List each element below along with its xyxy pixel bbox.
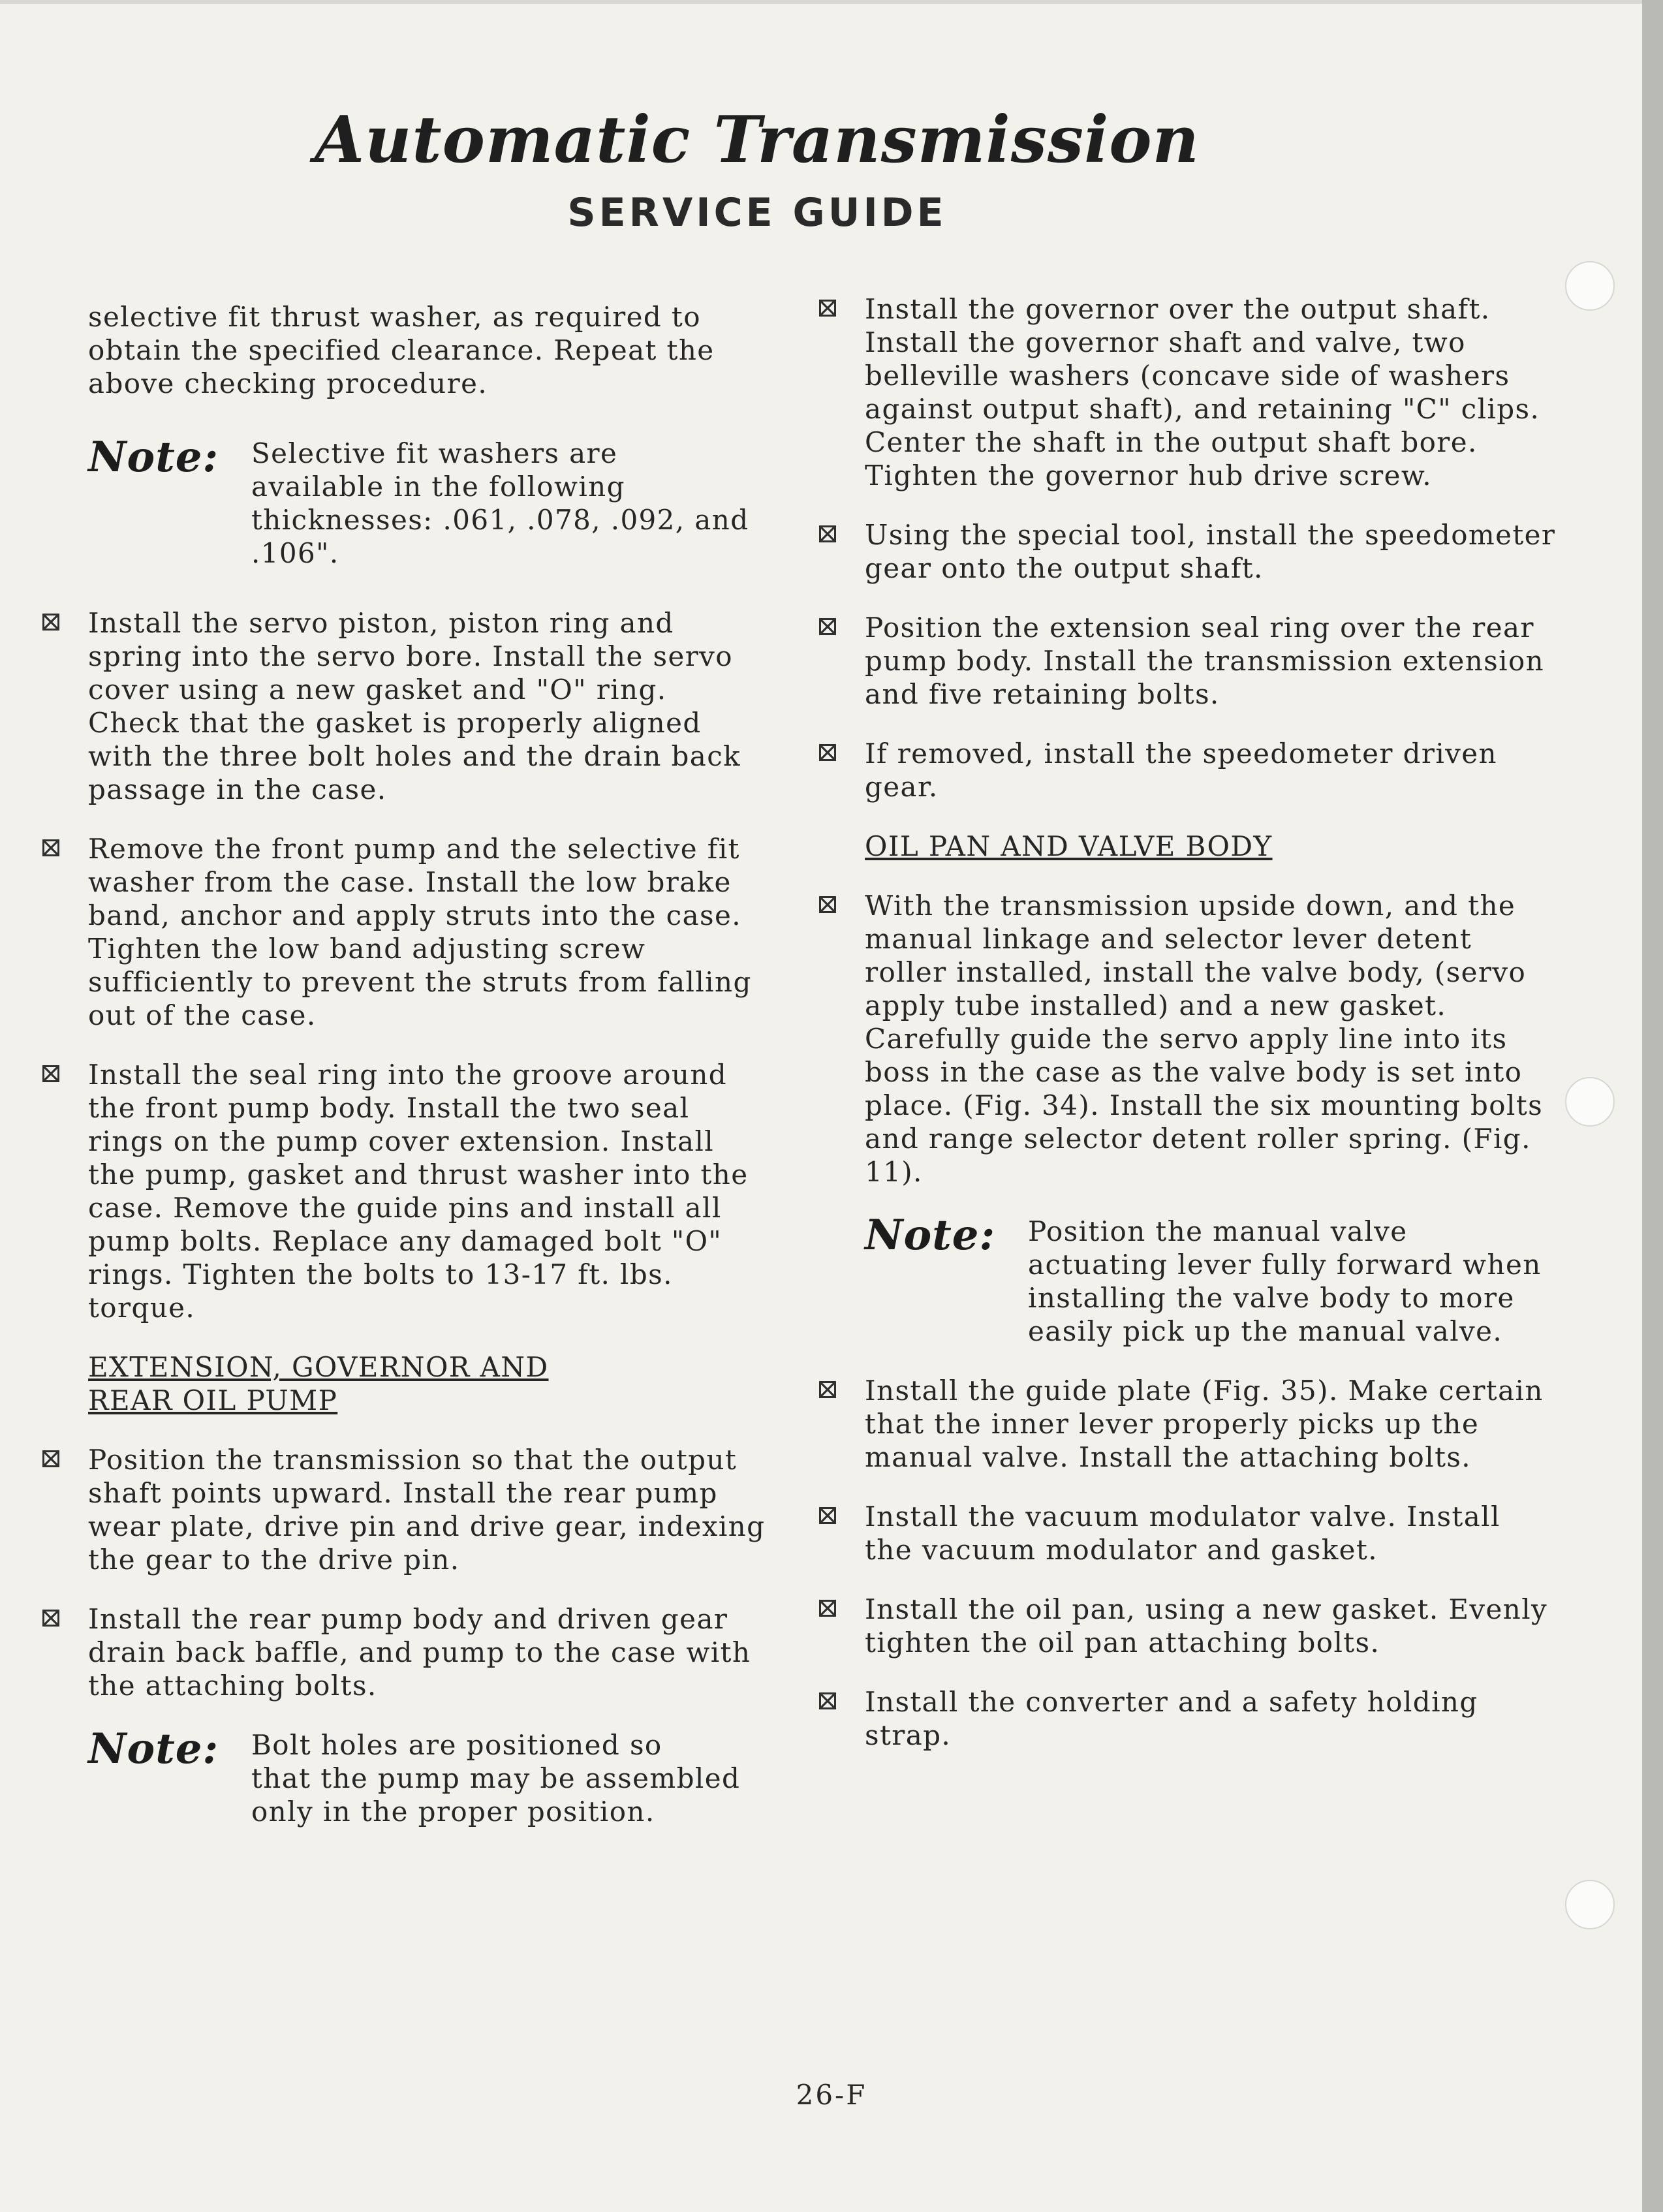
- checkbox-bullet-icon: [819, 1507, 836, 1524]
- sub-title: SERVICE GUIDE: [567, 190, 947, 236]
- list-item: [819, 1685, 1557, 1752]
- right-column: [819, 292, 1557, 1752]
- checkbox-bullet-icon: [42, 839, 59, 856]
- list-item: [819, 1374, 1557, 1474]
- checkbox-bullet-icon: [819, 525, 836, 542]
- note-label: Note:: [88, 433, 219, 482]
- page-top-edge: [0, 0, 1663, 4]
- item-text: Install the governor over the output shaft. Install the governor shaft and valve, two belleville washers (concave side of washers against output shaft), and retaining "C" clips. Center the shaft in the output shaft bore. Tighten the governor hub drive screw.: [865, 293, 1540, 491]
- list-item: [819, 1593, 1557, 1659]
- checkbox-bullet-icon: [42, 614, 59, 631]
- checkbox-bullet-icon: [42, 1450, 59, 1467]
- item-text: Position the transmission so that the output shaft points upward. Install the rear pump wear plate, drive pin and drive gear, indexing the gear to the drive pin.: [88, 1444, 766, 1576]
- note-first-line: Bolt holes are positioned so: [251, 1729, 662, 1761]
- list-item: [819, 292, 1557, 492]
- page-right-edge: [1642, 0, 1663, 2212]
- item-text: Using the special tool, install the speedometer gear onto the output shaft.: [865, 519, 1556, 584]
- checkbox-bullet-icon: [819, 744, 836, 761]
- list-item: [42, 1602, 767, 1702]
- list-item: [42, 1058, 767, 1324]
- checkbox-bullet-icon: [42, 1065, 59, 1082]
- item-text: Install the oil pan, using a new gasket. Evenly tighten the oil pan attaching bolts.: [865, 1593, 1548, 1659]
- binder-hole-bottom: [1565, 1880, 1615, 1929]
- item-text: Install the guide plate (Fig. 35). Make certain that the inner lever properly picks up the manual valve. Install the attaching bolts.: [865, 1375, 1544, 1473]
- checkbox-bullet-icon: [819, 618, 836, 635]
- section-heading-oil-pan: OIL PAN AND VALVE BODY: [865, 830, 1273, 862]
- binder-hole-middle: [1565, 1077, 1615, 1127]
- script-title: Automatic Transmission: [315, 102, 1200, 178]
- note-manual-valve: [819, 1211, 1557, 1348]
- note-bolt-holes: [42, 1724, 767, 1828]
- checkbox-bullet-icon: [819, 896, 836, 913]
- note-thickness: [42, 433, 767, 570]
- list-item: [42, 1443, 767, 1576]
- item-text: If removed, install the speedometer driven gear.: [865, 738, 1497, 803]
- note-label: Note:: [88, 1724, 219, 1773]
- page-number: 26-F: [796, 2079, 867, 2111]
- intro-paragraph: selective fit thrust washer, as required to obtain the specified clearance. Repeat the above checking procedure.: [88, 301, 715, 399]
- item-text: Install the seal ring into the groove around the front pump body. Install the two seal rings on the pump cover extension. Install the pump, gasket and thrust washer into the case. Remove the guide pins and install all pump bolts. Replace any damaged bolt "O" rings. Tighten the bolts to 13-17 ft. lbs. torque.: [88, 1059, 749, 1324]
- section-heading-extension: EXTENSION, GOVERNOR AND REAR OIL PUMP: [88, 1351, 549, 1416]
- list-item: [819, 737, 1557, 803]
- left-column: [42, 300, 767, 1828]
- item-text: Install the vacuum modulator valve. Install the vacuum modulator and gasket.: [865, 1501, 1500, 1566]
- checkbox-bullet-icon: [819, 1692, 836, 1709]
- note-first-line: Position the manual valve: [1028, 1215, 1408, 1247]
- page-header: [0, 98, 1514, 239]
- note-text: available in the following thicknesses: .061, .078, .092, and .106".: [251, 471, 749, 569]
- note-first-line: Selective fit washers are: [251, 437, 618, 469]
- item-text: With the transmission upside down, and the manual linkage and selector lever detent roller installed, install the valve body, (servo apply tube installed) and a new gasket. Carefully guide the servo apply line into its boss in the case as the valve body is set into place. (Fig. 34). Install the six mounting bolts and range selector detent roller spring. (Fig. 11).: [865, 890, 1544, 1188]
- item-text: Install the converter and a safety holding strap.: [865, 1686, 1478, 1751]
- checkbox-bullet-icon: [42, 1610, 59, 1627]
- list-item: [42, 832, 767, 1032]
- list-item: [819, 518, 1557, 585]
- list-item: [819, 889, 1557, 1189]
- list-item: [42, 606, 767, 806]
- checkbox-bullet-icon: [819, 300, 836, 317]
- checkbox-bullet-icon: [819, 1600, 836, 1617]
- note-label: Note:: [865, 1211, 996, 1260]
- item-text: Install the rear pump body and driven gear drain back baffle, and pump to the case with the attaching bolts.: [88, 1603, 751, 1702]
- item-text: Install the servo piston, piston ring and spring into the servo bore. Install the servo cover using a new gasket and "O" ring. Check that the gasket is properly aligned with the three bolt holes and the drain back passage in the case.: [88, 607, 741, 805]
- item-text: Position the extension seal ring over the rear pump body. Install the transmission extension and five retaining bolts.: [865, 612, 1545, 710]
- binder-hole-top: [1565, 261, 1615, 311]
- note-text: that the pump may be assembled only in the proper position.: [251, 1762, 741, 1828]
- list-item: [819, 611, 1557, 711]
- item-text: Remove the front pump and the selective fit washer from the case. Install the low brake band, anchor and apply struts into the case. Tighten the low band adjusting screw sufficiently to prevent the struts from falling out of the case.: [88, 833, 752, 1031]
- list-item: [819, 1500, 1557, 1566]
- checkbox-bullet-icon: [819, 1381, 836, 1398]
- note-text: actuating lever fully forward when installing the valve body to more easily pick up the manual valve.: [1028, 1249, 1542, 1347]
